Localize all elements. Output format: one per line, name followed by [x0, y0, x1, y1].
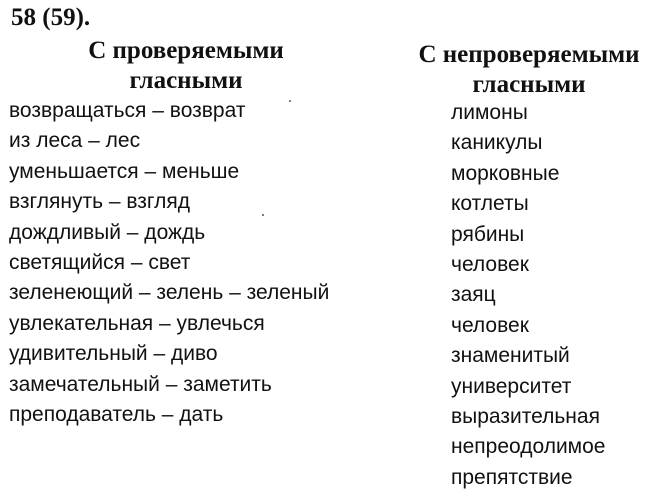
list-item: дождливый – дождь [9, 220, 206, 244]
left-heading-line-1: С проверяемыми [88, 37, 284, 64]
list-item: непреодолимое [451, 435, 606, 459]
list-item: преподаватель – дать [9, 403, 224, 427]
left-heading-line-2: гласными [129, 67, 243, 94]
list-item: уменьшается – меньше [9, 159, 240, 183]
right-heading-line-2: гласными [472, 71, 586, 98]
left-word-list [9, 96, 329, 430]
exercise-number: 58 (59). [11, 4, 91, 31]
list-item: выразительная [451, 405, 600, 429]
list-item: каникулы [451, 131, 543, 155]
list-item: удивительный – диво [9, 342, 218, 366]
scan-speck [289, 100, 291, 102]
right-word-list [451, 98, 605, 493]
right-column-heading [395, 40, 663, 100]
list-item: взглянуть – взгляд [9, 190, 191, 214]
list-item: увлекательная – увлечься [9, 311, 265, 335]
scan-speck [262, 214, 264, 216]
list-item: препятствие [451, 465, 573, 489]
list-item: котлеты [451, 192, 529, 216]
list-item: возвращаться – возврат [9, 99, 246, 122]
list-item: знаменитый [451, 344, 570, 368]
left-column-heading [52, 36, 320, 96]
right-heading-line-1: С непроверяемыми [418, 41, 640, 68]
list-item: человек [451, 253, 529, 277]
list-item: из леса – лес [9, 129, 141, 153]
list-item: рябины [451, 222, 525, 246]
list-item: заяц [451, 283, 496, 307]
list-item: университет [451, 374, 572, 398]
list-item: зеленеющий – зелень – зеленый [9, 281, 330, 305]
list-item: лимоны [451, 101, 528, 124]
list-item: замечательный – заметить [9, 372, 272, 396]
list-item: морковные [451, 161, 560, 185]
list-item: светящийся – свет [9, 251, 191, 275]
list-item: человек [451, 313, 529, 337]
